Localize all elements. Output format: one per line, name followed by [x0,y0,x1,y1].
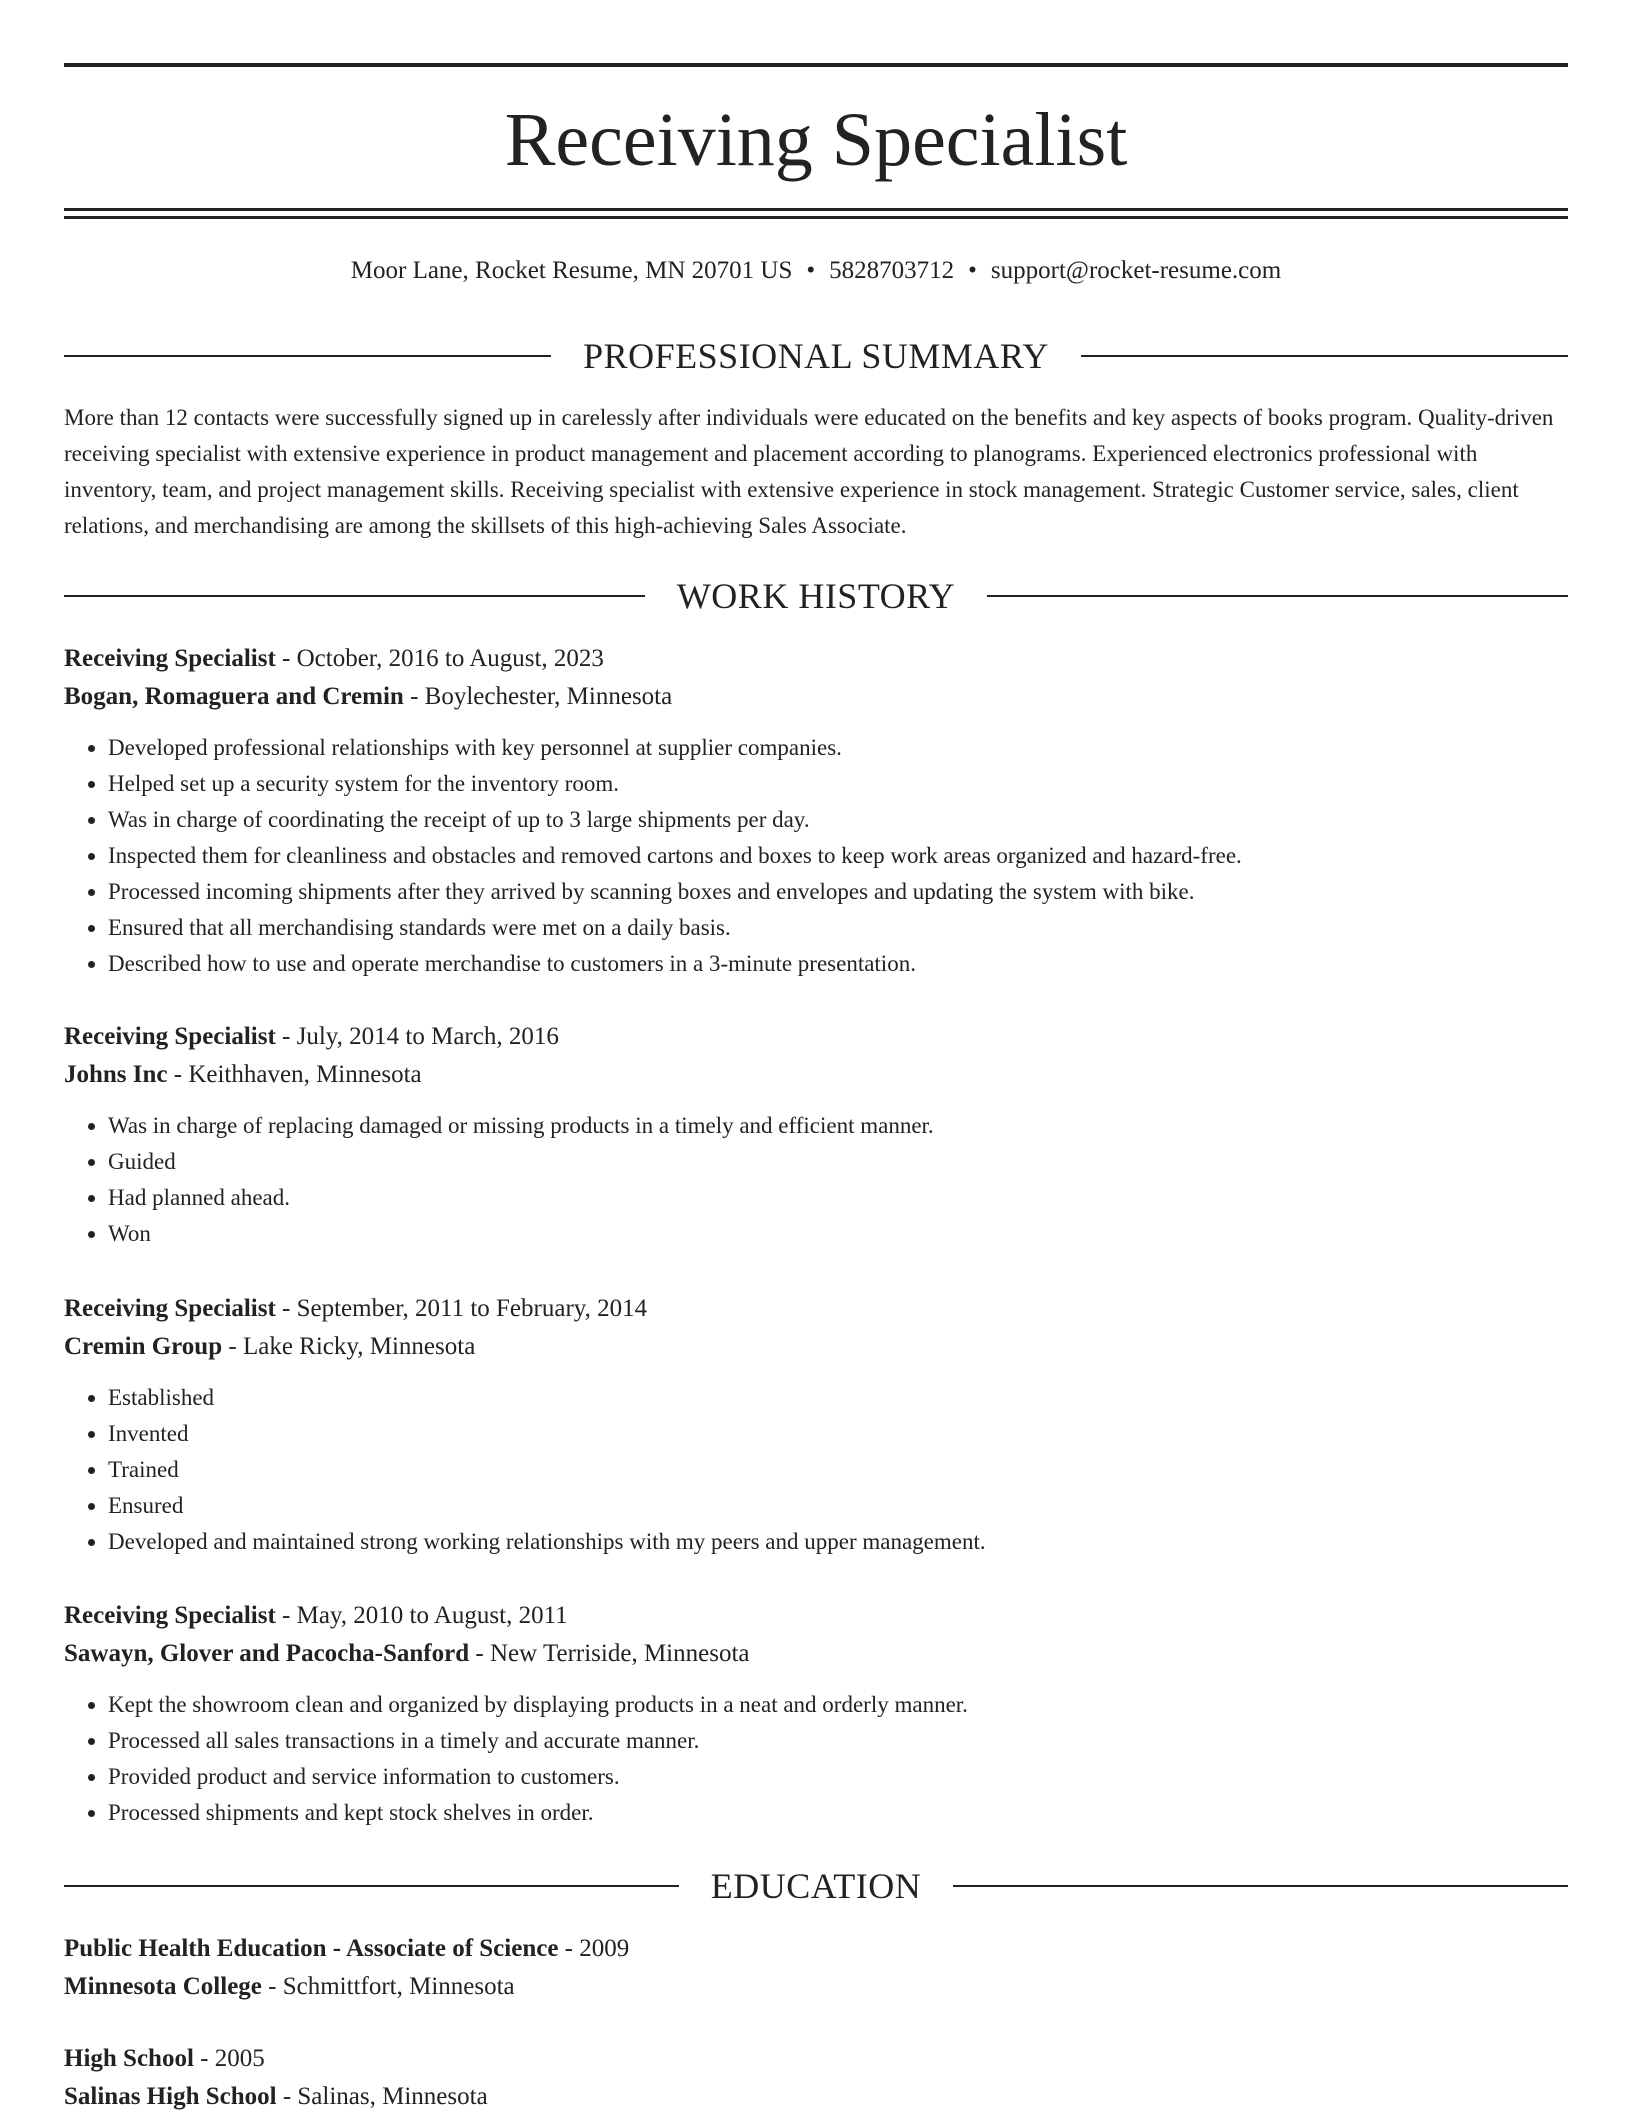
job-bullet: • Ensured that all merchandising standards were met on a daily basis. [108,910,1568,946]
job-entry [64,1597,1568,1831]
job-bullet: • Inspected them for cleanliness and obstacles and removed cartons and boxes to keep work areas organized and hazard-free. [108,838,1568,874]
section-heading-work-history [64,574,1568,618]
job-location: - New Terriside, Minnesota [469,1640,750,1667]
section-title: PROFESSIONAL SUMMARY [583,336,1049,376]
job-bullet: • Established [108,1380,1568,1416]
education-entry [64,2040,1568,2116]
job-company-line [64,678,1568,716]
job-location: - Boylechester, Minnesota [403,683,673,710]
top-rule [64,63,1568,67]
job-bullet: • Processed shipments and kept stock shelves in order. [108,1795,1568,1831]
job-title-line [64,1597,1568,1635]
job-company: Johns Inc [64,1061,168,1088]
job-bullet: • Kept the showroom clean and organized by displaying products in a neat and orderly manner. [108,1687,1568,1723]
job-entry [64,1290,1568,1560]
job-title: Receiving Specialist [64,645,276,672]
contact-phone: 5828703712 [829,257,955,284]
education-location: - Salinas, Minnesota [276,2083,488,2110]
heading-rule-right [1081,355,1568,357]
job-bullet: • Processed incoming shipments after they arrived by scanning boxes and envelopes and updating the system with bike. [108,874,1568,910]
section-title: WORK HISTORY [676,576,956,616]
education-degree-line [64,2040,1568,2078]
job-entry [64,1018,1568,1252]
heading-rule-left [64,595,645,597]
job-title-line [64,1290,1568,1328]
job-bullet: • Invented [108,1416,1568,1452]
job-bullet: • Guided [108,1144,1568,1180]
heading-rule-right [953,1885,1568,1887]
education-degree: High School [64,2045,194,2072]
education-entry [64,1930,1568,2006]
job-bullets [64,730,1568,982]
bullet-separator: • [968,257,977,284]
job-bullets [64,1380,1568,1560]
job-dates: - September, 2011 to February, 2014 [275,1295,648,1322]
job-company: Sawayn, Glover and Pacocha-Sanford [64,1640,470,1667]
contact-address: Moor Lane, Rocket Resume, MN 20701 US [350,257,793,284]
job-entry [64,640,1568,982]
job-bullet: • Ensured [108,1488,1568,1524]
job-company: Bogan, Romaguera and Cremin [64,683,404,710]
education-school: Minnesota College [64,1973,262,2000]
job-bullet: • Won [108,1216,1568,1252]
header-double-rule-bottom [64,216,1568,219]
job-bullet: • Described how to use and operate merchandise to customers in a 3-minute presentation. [108,946,1568,982]
job-company-line [64,1056,1568,1094]
candidate-name: Receiving Specialist [504,98,1128,182]
job-bullet: • Was in charge of replacing damaged or missing products in a timely and efficient manner. [108,1108,1568,1144]
job-bullets [64,1108,1568,1252]
contact-email: support@rocket-resume.com [990,257,1282,284]
job-location: - Keithhaven, Minnesota [167,1061,422,1088]
job-title: Receiving Specialist [64,1602,276,1629]
job-bullet: • Developed professional relationships with key personnel at supplier companies. [108,730,1568,766]
heading-rule-left [64,1885,679,1887]
header-double-rule-top [64,208,1568,211]
job-bullet: • Trained [108,1452,1568,1488]
job-location: - Lake Ricky, Minnesota [222,1333,476,1360]
section-heading-education [64,1864,1568,1908]
job-bullet: • Developed and maintained strong working relationships with my peers and upper management. [108,1524,1568,1560]
job-bullet: • Had planned ahead. [108,1180,1568,1216]
job-title-line [64,1018,1568,1056]
job-company: Cremin Group [64,1333,223,1360]
education-year: - 2005 [193,2045,265,2072]
education-school: Salinas High School [64,2083,277,2110]
job-company-line [64,1328,1568,1366]
job-dates: - July, 2014 to March, 2016 [275,1023,559,1050]
job-dates: - May, 2010 to August, 2011 [275,1602,568,1629]
job-title-line [64,640,1568,678]
education-school-line [64,2078,1568,2116]
heading-rule-left [64,355,551,357]
education-degree: Public Health Education - Associate of Science [64,1935,559,1962]
job-bullet: • Provided product and service information to customers. [108,1759,1568,1795]
section-title: EDUCATION [710,1866,922,1906]
education-degree-line [64,1930,1568,1968]
job-bullet: • Helped set up a security system for the inventory room. [108,766,1568,802]
job-dates: - October, 2016 to August, 2023 [275,645,604,672]
education-year: - 2009 [558,1935,630,1962]
job-company-line [64,1635,1568,1673]
bullet-separator: • [806,257,816,284]
education-school-line [64,1968,1568,2006]
education-location: - Schmittfort, Minnesota [261,1973,515,2000]
job-bullets [64,1687,1568,1831]
summary-text: More than 12 contacts were successfully signed up in carelessly after individuals were educated on the benefits and key aspects of books program. Quality-driven receiving specialist with extensive experience in product management and placement according to planograms. Experienced electronics professional with inventory, team, and project management skills. Receiving specialist with extensive experience in stock management. Strategic Customer service, sales, client relations, and merchandising are among the skillsets of this high-achieving Sales Associate. [64,405,1554,538]
section-heading-summary [64,334,1568,378]
heading-rule-right [987,595,1568,597]
contact-line [0,253,1632,289]
job-title: Receiving Specialist [64,1295,276,1322]
job-bullet: • Was in charge of coordinating the receipt of up to 3 large shipments per day. [108,802,1568,838]
job-bullet: • Processed all sales transactions in a timely and accurate manner. [108,1723,1568,1759]
job-title: Receiving Specialist [64,1023,276,1050]
